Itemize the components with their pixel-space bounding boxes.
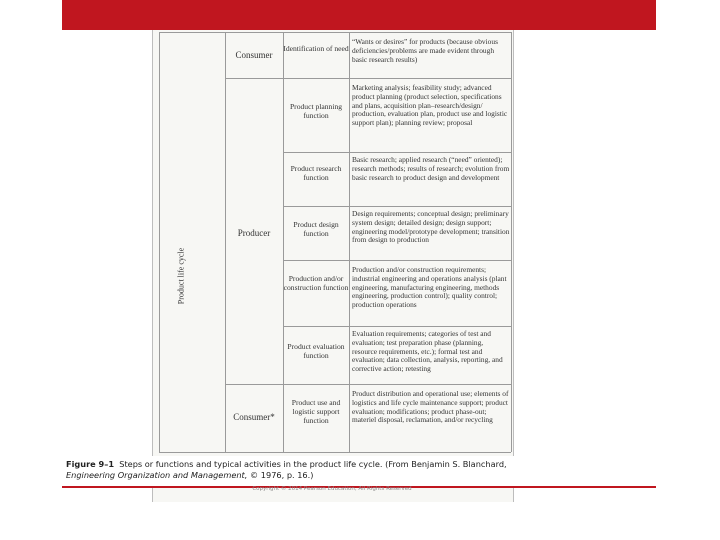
function-product-planning: Product planning function [289, 102, 343, 120]
table-border-bottom [159, 452, 511, 453]
copyright-notice: Copyright © 2014 Pearson Education, All Rights Reserved [252, 486, 412, 492]
activities-research: Basic research; applied research (“need” oriented); research methods; results of research; evolution from basic research to product design and development [352, 155, 510, 182]
activities-evaluation: Evaluation requirements; categories of test and evaluation; test preparation phase (planning, resource requirements, etc.); formal test and evaluation; data collection, analysis, reporting, and corrective action; retesting [352, 329, 503, 374]
table-border-top [159, 32, 511, 33]
figure-caption [62, 456, 594, 488]
producer-label: Producer [237, 228, 271, 238]
activities-use-logistic: Product distribution and operational use; elements of logistics and life cycle maintenance support; product evaluation; modifications; product phase-out; materiel disposal, reclamation, and/or recycling [352, 389, 509, 425]
table-border-left [159, 32, 160, 452]
scanned-figure [152, 30, 514, 502]
activities-design: Design requirements; conceptual design; preliminary system design; detailed design; design support; engineering model/prototype development; transition from design to production [352, 209, 510, 245]
consumer-asterisk-label: Consumer* [233, 412, 275, 422]
row-divider [283, 152, 511, 153]
column-divider [283, 32, 284, 452]
row-divider [225, 78, 511, 79]
function-product-design: Product design function [293, 220, 339, 238]
consumer-label: Consumer [235, 50, 273, 60]
function-product-use-logistic: Product use and logistic support function [291, 398, 341, 425]
column-divider [349, 32, 350, 452]
column-divider [225, 32, 226, 452]
row-divider [283, 326, 511, 327]
row-divider [225, 384, 511, 385]
activities-identification: “Wants or desires” for products (because obvious deficiencies/problems are made evident through basic research results) [352, 37, 498, 64]
title-bar [62, 0, 656, 30]
caption-year: © 1976, p. 16.) [249, 470, 314, 480]
function-production-construction: Production and/or construction function [283, 274, 349, 292]
activities-production: Production and/or construction requirements; industrial engineering and operations analysis (plant engineering, manufacturing engineering, methods engineering, production control); quality control; production operations [352, 265, 507, 310]
activities-planning: Marketing analysis; feasibility study; advanced product planning (product selection, specifications and plans, acquisition plan–research/design/ production, evaluation plan, product use and logistic support plan); planning review; proposal [352, 83, 508, 128]
function-product-research: Product research function [290, 164, 342, 182]
table-border-right [511, 32, 512, 452]
caption-source: Engineering Organization and Management, [66, 470, 248, 480]
function-product-evaluation: Product evaluation function [287, 342, 345, 360]
row-divider [283, 260, 511, 261]
caption-text: Steps or functions and typical activities in the product life cycle. (From Benjamin S. Blanchard, [119, 459, 507, 469]
function-identification-of-need: Identification of need [283, 44, 349, 53]
figure-label: Figure 9–1 [66, 459, 115, 469]
product-life-cycle-label: Product life cycle [176, 247, 186, 305]
row-divider [283, 206, 511, 207]
